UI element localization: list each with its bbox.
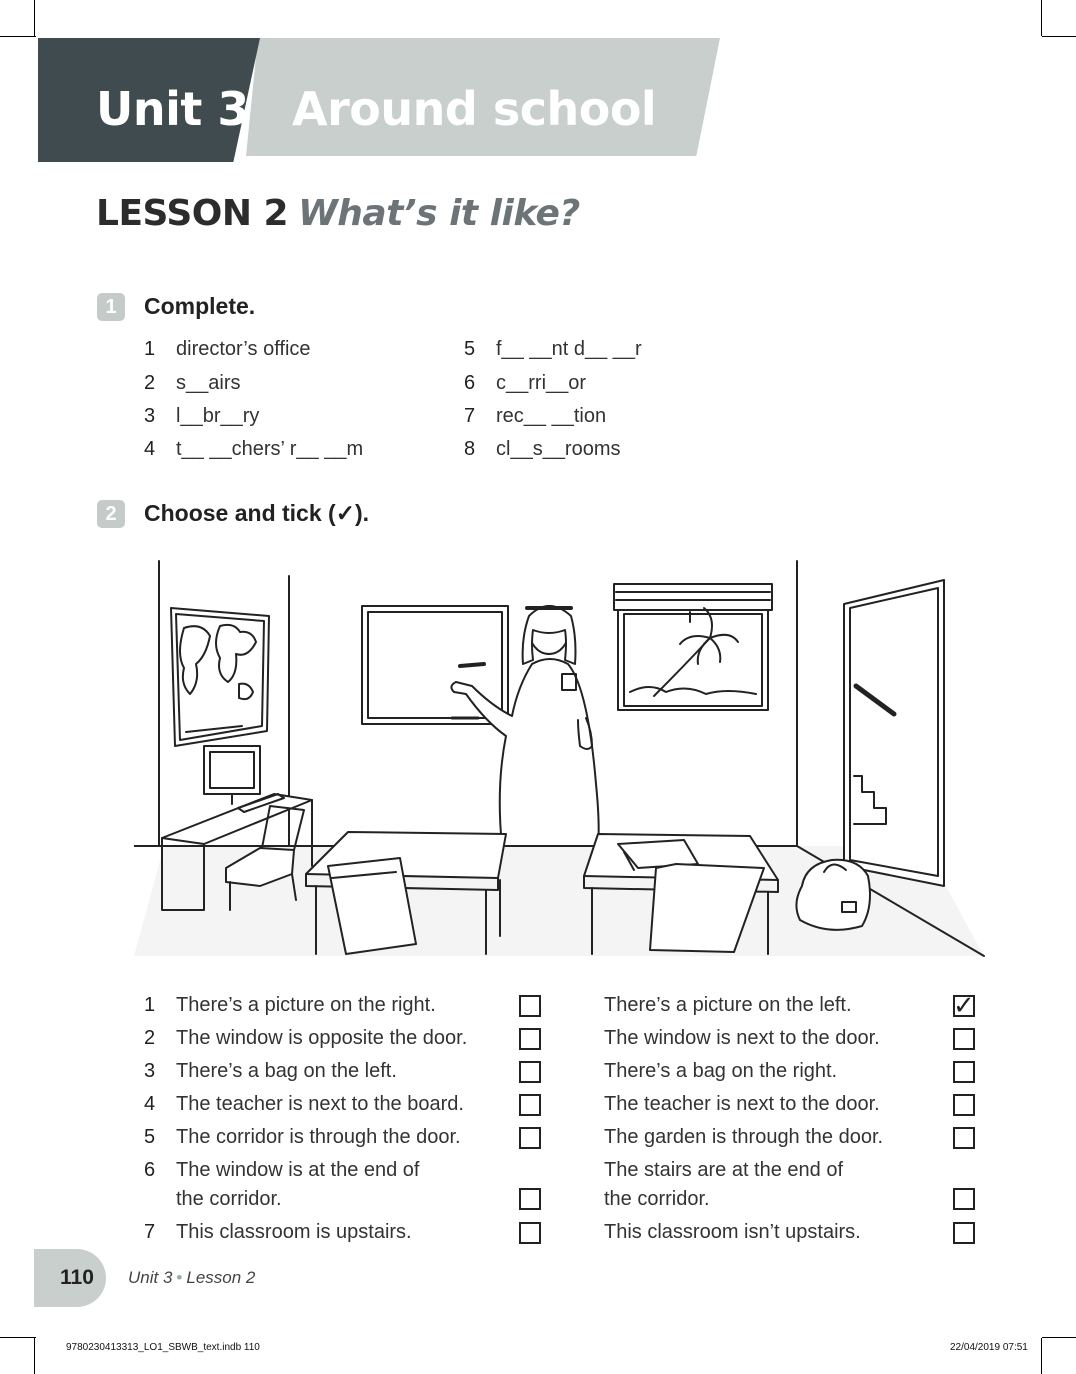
item-number: 3 bbox=[144, 1060, 156, 1082]
unit-label: Unit 3 bbox=[96, 82, 249, 136]
checkbox-right[interactable] bbox=[953, 1222, 975, 1244]
crop-mark bbox=[0, 36, 36, 37]
window bbox=[614, 584, 772, 710]
classroom-illustration bbox=[134, 556, 986, 964]
checkbox-left[interactable] bbox=[519, 1028, 541, 1050]
item-number: 6 bbox=[144, 1159, 156, 1181]
exercise-1-item bbox=[144, 338, 311, 361]
exercise-1-title: Complete. bbox=[144, 293, 256, 319]
exercise-2-item bbox=[144, 1060, 397, 1083]
option-right-text-line2: the corridor. bbox=[604, 1188, 710, 1210]
exercise-1-item bbox=[464, 338, 642, 361]
exercise-2-item bbox=[144, 1093, 464, 1116]
item-number: 4 bbox=[144, 438, 156, 460]
exercise-2-title: Choose and tick (✓). bbox=[144, 500, 370, 526]
item-number: 3 bbox=[144, 405, 156, 427]
item-number: 1 bbox=[144, 338, 156, 360]
item-text: l__br__ry bbox=[176, 405, 260, 427]
item-text: t__ __chers’ r__ __m bbox=[176, 438, 364, 460]
item-text: director’s office bbox=[176, 338, 311, 360]
item-number: 2 bbox=[144, 372, 156, 394]
checkbox-left[interactable] bbox=[519, 1127, 541, 1149]
checkbox-right[interactable] bbox=[953, 1028, 975, 1050]
exercise-1-number: 1 bbox=[97, 293, 125, 321]
checkbox-left[interactable] bbox=[519, 1222, 541, 1244]
print-slug-file: 9780230413313_LO1_SBWB_text.indb 110 bbox=[66, 1342, 260, 1353]
option-right-text: There’s a bag on the right. bbox=[604, 1060, 838, 1082]
unit-title: Around school bbox=[292, 82, 657, 136]
exercise-1-item bbox=[464, 438, 621, 461]
option-left-text: The window is opposite the door. bbox=[176, 1027, 468, 1049]
option-left-text: The teacher is next to the board. bbox=[176, 1093, 464, 1115]
running-footer bbox=[128, 1268, 255, 1288]
option-right-text: The garden is through the door. bbox=[604, 1126, 884, 1148]
world-map bbox=[171, 608, 269, 746]
checkbox-right[interactable] bbox=[953, 1094, 975, 1116]
lesson-label: LESSON 2 bbox=[96, 193, 289, 234]
option-right-text: There’s a picture on the left. bbox=[604, 994, 852, 1016]
checkbox-right[interactable] bbox=[953, 1061, 975, 1083]
exercise-2-item bbox=[144, 1159, 419, 1182]
exercise-2-item bbox=[144, 1221, 412, 1244]
lesson-heading bbox=[96, 193, 580, 234]
crop-mark bbox=[1041, 0, 1042, 36]
crop-mark bbox=[1042, 1337, 1076, 1338]
page-number: 110 bbox=[60, 1266, 94, 1289]
option-right-text: This classroom isn’t upstairs. bbox=[604, 1221, 861, 1243]
exercise-2-number: 2 bbox=[97, 500, 125, 528]
item-number: 2 bbox=[144, 1027, 156, 1049]
option-right-text: The window is next to the door. bbox=[604, 1027, 880, 1049]
option-right-text: The stairs are at the end of bbox=[604, 1159, 844, 1181]
option-left-text: There’s a bag on the left. bbox=[176, 1060, 397, 1082]
lesson-subtitle: What’s it like? bbox=[298, 193, 580, 234]
item-text: f__ __nt d__ __r bbox=[496, 338, 642, 360]
item-text: s__airs bbox=[176, 372, 241, 394]
exercise-1-item bbox=[144, 405, 259, 428]
checkbox-left[interactable] bbox=[519, 1188, 541, 1210]
checkbox-left[interactable] bbox=[519, 1061, 541, 1083]
item-number: 7 bbox=[144, 1221, 156, 1243]
exercise-1-item bbox=[144, 438, 363, 461]
item-number: 5 bbox=[464, 338, 476, 360]
door bbox=[844, 580, 944, 886]
exercise-2-item bbox=[144, 1027, 467, 1050]
item-number: 5 bbox=[144, 1126, 156, 1148]
crop-mark bbox=[34, 0, 35, 36]
option-left-text: The window is at the end of bbox=[176, 1159, 420, 1181]
exercise-2-item bbox=[144, 1126, 461, 1149]
exercise-1-item bbox=[464, 405, 606, 428]
item-text: cl__s__rooms bbox=[496, 438, 621, 460]
checkbox-left[interactable] bbox=[519, 995, 541, 1017]
crop-mark bbox=[0, 1337, 36, 1338]
footer-separator: • bbox=[176, 1268, 183, 1287]
item-number: 7 bbox=[464, 405, 476, 427]
exercise-2-item bbox=[144, 994, 436, 1017]
item-number: 8 bbox=[464, 438, 476, 460]
option-left-text: The corridor is through the door. bbox=[176, 1126, 461, 1148]
checkbox-right[interactable] bbox=[953, 1188, 975, 1210]
crop-mark bbox=[1041, 1338, 1042, 1374]
crop-mark bbox=[34, 1338, 35, 1374]
check-mark-icon: ✓ bbox=[953, 990, 975, 1020]
item-text: rec__ __tion bbox=[496, 405, 607, 427]
option-left-text: There’s a picture on the right. bbox=[176, 994, 436, 1016]
option-left-text: This classroom is upstairs. bbox=[176, 1221, 412, 1243]
exercise-1-item bbox=[144, 372, 240, 395]
item-number: 6 bbox=[464, 372, 476, 394]
item-number: 4 bbox=[144, 1093, 156, 1115]
checkbox-left[interactable] bbox=[519, 1094, 541, 1116]
footer-unit: Unit 3 bbox=[128, 1268, 173, 1287]
item-number: 1 bbox=[144, 994, 156, 1016]
footer-lesson: Lesson 2 bbox=[186, 1268, 256, 1287]
crop-mark bbox=[1042, 36, 1076, 37]
exercise-1-item bbox=[464, 372, 586, 395]
option-right-text: The teacher is next to the door. bbox=[604, 1093, 880, 1115]
item-text: c__rri__or bbox=[496, 372, 587, 394]
option-left-text-line2: the corridor. bbox=[176, 1188, 282, 1210]
print-slug-date: 22/04/2019 07:51 bbox=[950, 1342, 1028, 1353]
checkbox-right[interactable] bbox=[953, 1127, 975, 1149]
